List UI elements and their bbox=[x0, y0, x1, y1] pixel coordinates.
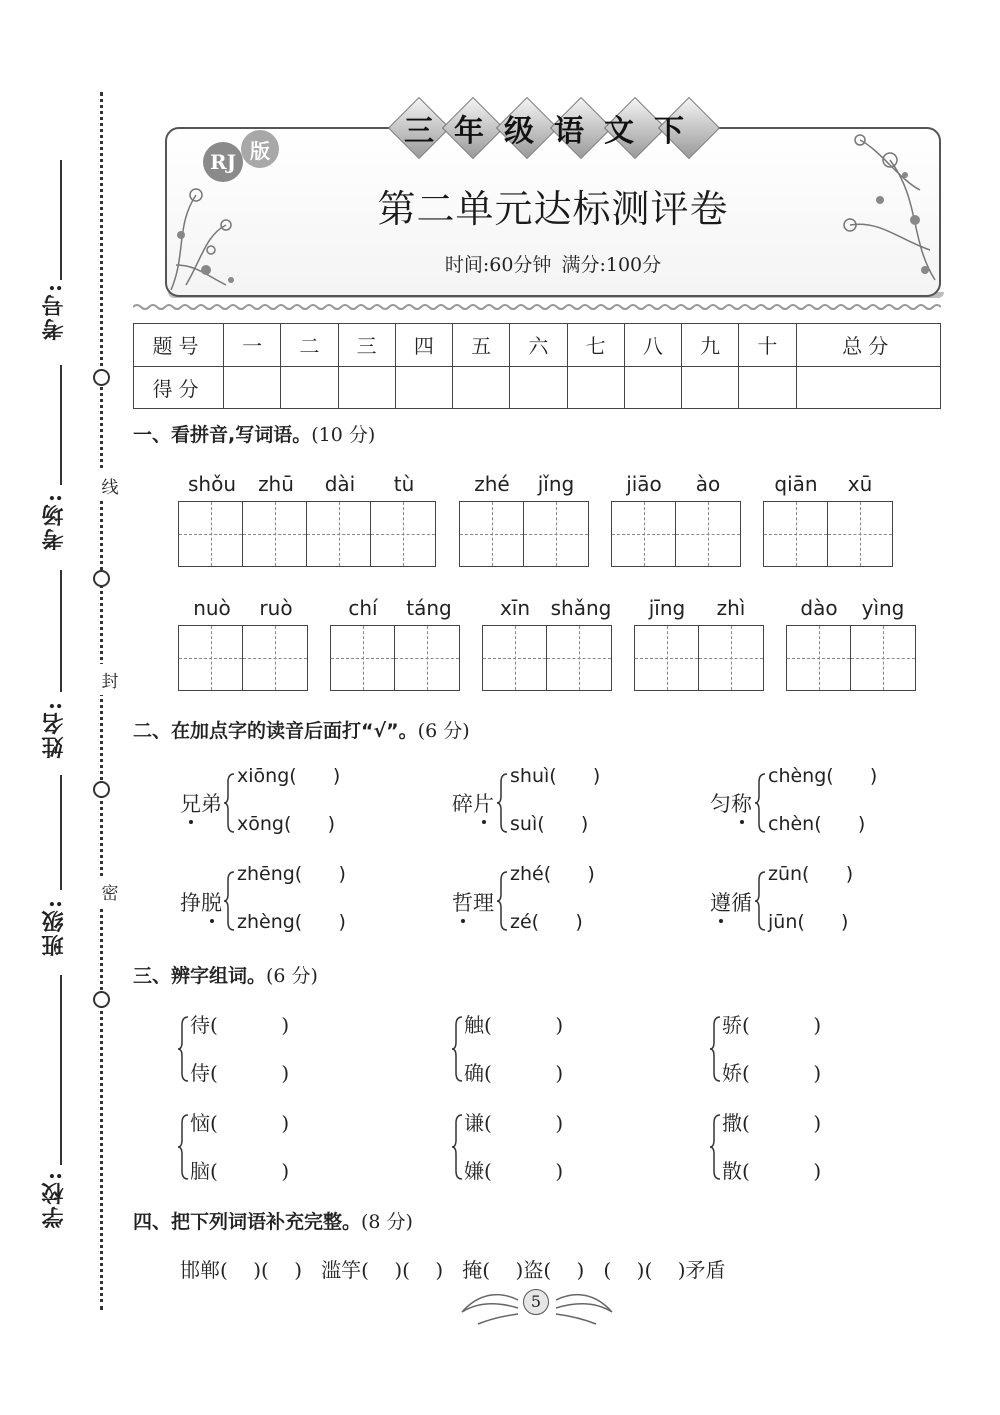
brace-icon bbox=[710, 1113, 722, 1181]
table-row-label: 题号 bbox=[134, 324, 224, 367]
score-cell[interactable] bbox=[739, 366, 796, 409]
pinyin-label: nuò bbox=[193, 596, 231, 620]
writing-grid[interactable] bbox=[482, 625, 612, 691]
table-header-cell: 总分 bbox=[796, 324, 941, 367]
word-building-blank[interactable]: 侍( ) bbox=[190, 1061, 290, 1085]
pinyin-label: zhé bbox=[474, 472, 510, 496]
wavy-divider bbox=[133, 303, 941, 311]
word-char: 循 bbox=[731, 891, 752, 915]
score-cell[interactable] bbox=[567, 366, 624, 409]
pronunciation-option[interactable]: jūn( ) bbox=[768, 911, 849, 933]
pronunciation-option[interactable]: shuì( ) bbox=[510, 765, 601, 787]
section-2-title-text: 二、在加点字的读音后面打“√”。 bbox=[133, 720, 418, 742]
dotted-char: 脱 bbox=[201, 891, 222, 915]
section-4-title-text: 四、把下列词语补充完整。 bbox=[133, 1211, 362, 1233]
brace-icon bbox=[178, 1113, 190, 1181]
table-header-cell: 二 bbox=[281, 324, 338, 367]
class-label: 班级: bbox=[41, 898, 67, 957]
word-building-blank[interactable]: 脑( ) bbox=[190, 1159, 290, 1183]
pronunciation-word bbox=[180, 788, 222, 818]
pinyin-label: ào bbox=[695, 472, 721, 496]
edition-badge: RJ bbox=[203, 142, 243, 182]
score-cell[interactable] bbox=[453, 366, 510, 409]
brace-icon bbox=[755, 772, 767, 834]
exam-no-label: 考号: bbox=[41, 282, 67, 341]
brace-icon bbox=[497, 772, 509, 834]
section-2-points: (6 分) bbox=[417, 720, 470, 742]
score-cell[interactable] bbox=[395, 366, 452, 409]
table-header-cell: 七 bbox=[567, 324, 624, 367]
grade-ribbon-text bbox=[394, 104, 694, 152]
school-field[interactable] bbox=[60, 975, 62, 1165]
word-building-blank[interactable]: 撒( ) bbox=[722, 1111, 822, 1135]
section-1-title-text: 一、看拼音,写词语。 bbox=[133, 424, 312, 446]
pinyin-label: yìng bbox=[861, 596, 905, 620]
section-3-title-text: 三、辨字组词。 bbox=[133, 965, 267, 987]
word-building-blank[interactable]: 娇( ) bbox=[722, 1061, 822, 1085]
binding-ring bbox=[93, 369, 110, 386]
word-building-blank[interactable]: 嫌( ) bbox=[464, 1159, 564, 1183]
name-field[interactable] bbox=[60, 570, 62, 692]
pinyin-label: dào bbox=[800, 596, 838, 620]
word-building-blank[interactable]: 确( ) bbox=[464, 1061, 564, 1085]
score-table bbox=[133, 323, 941, 409]
score-cell[interactable] bbox=[281, 366, 338, 409]
writing-grid[interactable] bbox=[763, 501, 893, 567]
table-header-cell: 五 bbox=[453, 324, 510, 367]
table-row-label: 得分 bbox=[134, 366, 224, 409]
brace-icon bbox=[755, 870, 767, 932]
brace-icon bbox=[710, 1015, 722, 1083]
pronunciation-option[interactable]: chèng( ) bbox=[768, 765, 878, 787]
score-cell[interactable] bbox=[510, 366, 567, 409]
seal-char-feng: 封 bbox=[100, 664, 120, 695]
pinyin-label: shǒu bbox=[187, 472, 236, 496]
pronunciation-word bbox=[710, 887, 752, 917]
pronunciation-option[interactable]: suì( ) bbox=[510, 813, 589, 835]
pronunciation-word bbox=[180, 887, 222, 917]
section-3-points: (6 分) bbox=[266, 965, 318, 987]
ribbon-char: 语 bbox=[554, 114, 584, 149]
table-header-cell: 四 bbox=[395, 324, 452, 367]
score-cell[interactable] bbox=[224, 366, 281, 409]
writing-grid[interactable] bbox=[459, 501, 589, 567]
pinyin-label: dài bbox=[324, 472, 356, 496]
section-4-title bbox=[133, 1207, 413, 1234]
pinyin-label: chí bbox=[348, 596, 378, 620]
writing-grid[interactable] bbox=[634, 625, 764, 691]
word-building-blank[interactable]: 待( ) bbox=[190, 1013, 290, 1037]
pronunciation-option[interactable]: xiōng( ) bbox=[237, 765, 341, 787]
name-label: 姓名: bbox=[41, 700, 67, 759]
table-header-cell: 六 bbox=[510, 324, 567, 367]
dotted-char: 遵 bbox=[710, 891, 731, 915]
pinyin-label: jiāo bbox=[626, 472, 662, 496]
pronunciation-word bbox=[710, 788, 752, 818]
word-building-blank[interactable]: 谦( ) bbox=[464, 1111, 564, 1135]
exam-no-field[interactable] bbox=[60, 160, 62, 280]
word-char: 弟 bbox=[201, 792, 222, 816]
pronunciation-option[interactable]: zhé( ) bbox=[510, 863, 595, 885]
section-1-points: (10 分) bbox=[311, 424, 376, 446]
writing-grid[interactable] bbox=[786, 625, 916, 691]
word-building-blank[interactable]: 恼( ) bbox=[190, 1111, 290, 1135]
word-building-blank[interactable]: 骄( ) bbox=[722, 1013, 822, 1037]
page-title: 第二单元达标测评卷 bbox=[377, 187, 729, 231]
pronunciation-option[interactable]: zé( ) bbox=[510, 911, 583, 933]
word-char: 碎 bbox=[452, 792, 473, 816]
section-2-title bbox=[133, 716, 470, 743]
binding-ring bbox=[93, 570, 110, 587]
pronunciation-option[interactable]: zhèng( ) bbox=[237, 911, 346, 933]
pronunciation-word bbox=[452, 788, 494, 818]
seal-char-line: 线 bbox=[100, 470, 120, 501]
school-label: 学校: bbox=[41, 1170, 67, 1229]
brace-icon bbox=[497, 870, 509, 932]
score-cell[interactable] bbox=[682, 366, 739, 409]
table-header-cell: 九 bbox=[682, 324, 739, 367]
table-row bbox=[134, 324, 941, 367]
pronunciation-option[interactable]: chèn( ) bbox=[768, 813, 866, 835]
seal-dotted-line bbox=[100, 92, 103, 1310]
score-cell[interactable] bbox=[338, 366, 395, 409]
section-4-points: (8 分) bbox=[361, 1211, 413, 1233]
pronunciation-option[interactable]: xōng( ) bbox=[237, 813, 336, 835]
dotted-char: 称 bbox=[731, 792, 752, 816]
page-number: 5 bbox=[523, 1289, 549, 1315]
exam-meta: 时间:60分钟 满分:100分 bbox=[444, 254, 662, 276]
brace-icon bbox=[224, 772, 236, 834]
pinyin-label: xū bbox=[847, 472, 873, 496]
ribbon-char: 三 bbox=[404, 114, 434, 149]
word-char: 匀 bbox=[710, 792, 731, 816]
exam-room-label: 考场: bbox=[41, 492, 67, 551]
table-header-cell: 一 bbox=[224, 324, 281, 367]
pinyin-label: shǎng bbox=[550, 596, 612, 620]
pinyin-label: jǐng bbox=[537, 472, 575, 496]
seal-char-mi: 密 bbox=[100, 876, 120, 907]
dotted-char: 兄 bbox=[180, 792, 201, 816]
binding-ring bbox=[93, 991, 110, 1008]
brace-icon bbox=[452, 1113, 464, 1181]
ribbon-line-left bbox=[280, 127, 394, 129]
pinyin-label: zhì bbox=[716, 596, 746, 620]
writing-grid[interactable] bbox=[611, 501, 741, 567]
ribbon-char: 级 bbox=[504, 114, 534, 149]
writing-grid[interactable] bbox=[178, 501, 436, 567]
brace-icon bbox=[452, 1015, 464, 1083]
exam-room-field[interactable] bbox=[60, 365, 62, 485]
ribbon-char: 文 bbox=[604, 114, 634, 149]
word-char: 挣 bbox=[180, 891, 201, 915]
writing-grid[interactable] bbox=[330, 625, 460, 691]
pinyin-label: xīn bbox=[499, 596, 531, 620]
pinyin-label: táng bbox=[406, 596, 452, 620]
class-field[interactable] bbox=[60, 775, 62, 890]
ribbon-char: 年 bbox=[454, 114, 484, 149]
brace-icon bbox=[178, 1015, 190, 1083]
pinyin-label: zhū bbox=[258, 472, 294, 496]
table-row bbox=[134, 366, 941, 409]
table-header-cell: 三 bbox=[338, 324, 395, 367]
pinyin-label: jīng bbox=[648, 596, 686, 620]
pinyin-label: qiān bbox=[774, 472, 818, 496]
section-3-title bbox=[133, 961, 318, 988]
dotted-char: 片 bbox=[473, 792, 494, 816]
writing-grid[interactable] bbox=[178, 625, 308, 691]
word-building-blank[interactable]: 触( ) bbox=[464, 1013, 564, 1037]
binding-ring bbox=[93, 781, 110, 798]
score-cell[interactable] bbox=[796, 366, 941, 409]
pronunciation-option[interactable]: zūn( ) bbox=[768, 863, 854, 885]
pronunciation-word bbox=[452, 887, 494, 917]
word-char: 理 bbox=[473, 891, 494, 915]
pinyin-label: ruò bbox=[259, 596, 293, 620]
dotted-char: 哲 bbox=[452, 891, 473, 915]
ribbon-char: 下 bbox=[654, 114, 684, 149]
pinyin-label: tù bbox=[393, 472, 415, 496]
score-cell[interactable] bbox=[624, 366, 681, 409]
brace-icon bbox=[224, 870, 236, 932]
table-header-cell: 八 bbox=[624, 324, 681, 367]
section-1-title bbox=[133, 420, 375, 447]
idiom-fill-line[interactable]: 邯郸( )( ) 滥竽( )( ) 掩( )盗( ) ( )( )矛盾 bbox=[180, 1258, 726, 1282]
table-header-cell: 十 bbox=[739, 324, 796, 367]
word-building-blank[interactable]: 散( ) bbox=[722, 1159, 822, 1183]
edition-suffix-badge: 版 bbox=[241, 130, 279, 168]
pronunciation-option[interactable]: zhēng( ) bbox=[237, 863, 346, 885]
